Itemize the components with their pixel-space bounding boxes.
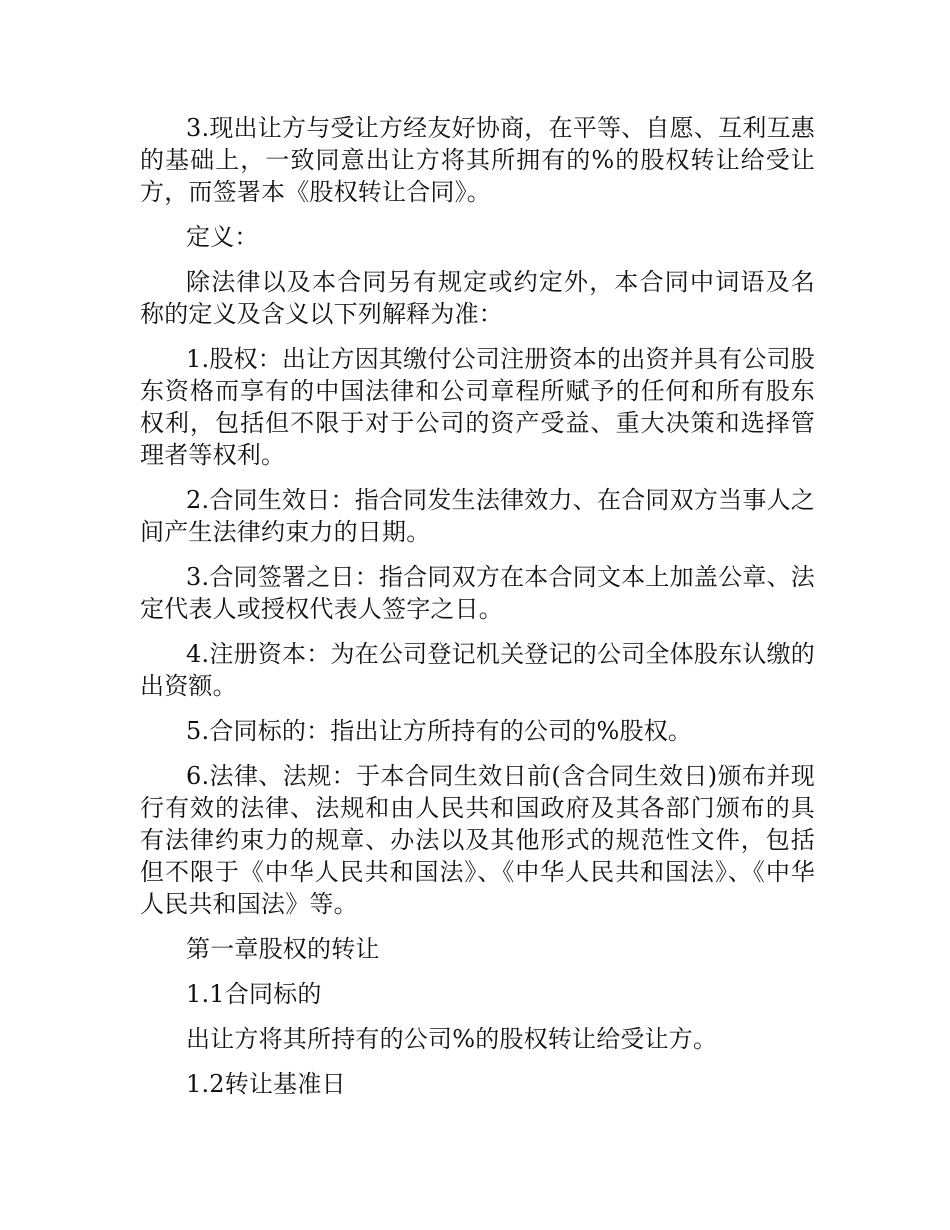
paragraph-definition-signing-date: 3.合同签署之日：指合同双方在本合同文本上加盖公章、法定代表人或授权代表人签字之日。 bbox=[140, 563, 815, 623]
paragraph-definition-registered-capital: 4.注册资本：为在公司登记机关登记的公司全体股东认缴的出资额。 bbox=[140, 640, 815, 700]
chapter-heading: 第一章股权的转让 bbox=[186, 935, 380, 963]
paragraph-definition-intro: 除法律以及本合同另有规定或约定外，本合同中词语及名称的定义及含义以下列解释为准： bbox=[140, 268, 815, 328]
paragraph-section-1-1: 出让方将其所持有的公司%的股权转让给受让方。 bbox=[186, 1025, 718, 1053]
paragraph-definition-equity: 1.股权：出让方因其缴付公司注册资本的出资并具有公司股东资格而享有的中国法律和公司章程所赋予的任何和所有股东权利，包括但不限于对于公司的资产受益、重大决策和选择管理者等权利。 bbox=[140, 345, 815, 469]
paragraph-definition-effective-date: 2.合同生效日：指合同发生法律效力、在合同双方当事人之间产生法律约束力的日期。 bbox=[140, 486, 815, 546]
section-heading-1-2: 1.2转让基准日 bbox=[186, 1070, 346, 1098]
paragraph-definition-heading: 定义： bbox=[186, 223, 259, 251]
paragraph-definition-contract-subject: 5.合同标的：指出让方所持有的公司的%股权。 bbox=[186, 717, 693, 745]
document-page bbox=[140, 112, 815, 1113]
section-heading-1-1: 1.1合同标的 bbox=[186, 980, 322, 1008]
paragraph-definition-laws: 6.法律、法规：于本合同生效日前(含合同生效日)颁布并现行有效的法律、法规和由人民共和国政府及其各部门颁布的具有法律约束力的规章、办法以及其他形式的规范性文件，包括但不限于《中华人民共和国法》、《中华人民共和国法》、《中华人民共和国法》等。 bbox=[140, 762, 815, 918]
paragraph-intro: 3.现出让方与受让方经友好协商，在平等、自愿、互利互惠的基础上，一致同意出让方将其所拥有的%的股权转让给受让方，而签署本《股权转让合同》。 bbox=[140, 114, 815, 206]
